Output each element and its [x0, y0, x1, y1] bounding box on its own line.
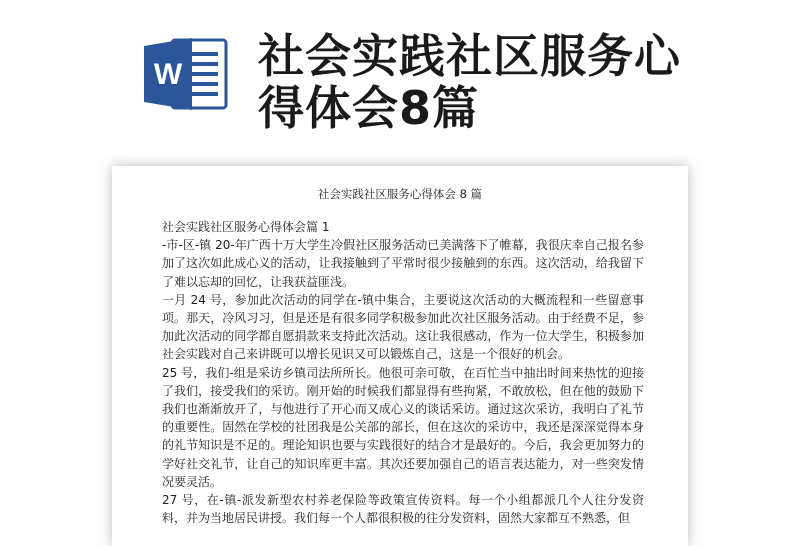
document-paragraph: 25 号，我们-组是采访乡镇司法所所长。他很可亲可敬，在百忙当中抽出时间来热忱的迎接了我们，接受我们的采访。刚开始的时候我们都显得有些拘紧，不敢放松，但在他的鼓励下我们也渐渐放开了，与他进行了开心而又成心义的谈话采访。通过这次采访，我明白了礼节的重要性。固然在学校的社团我是公关部的部长，但在这次的采访中，我还是深深觉得本身的礼节知识是不足的。理论知识也要与实践很好的结合才是最好的。今后，我会更加努力的学好社交礼节，让自己的知识库更丰富。其次还要加强自己的语言表达能力，对一些突发情况要灵活。	[162, 365, 644, 489]
document-paragraph: 一月 24 号，参加此次活动的同学在-镇中集合，主要说这次活动的大概流程和一些留意事项。那天，冷风习习，但是还是有很多同学积极参加此次社区服务活动。由于经费不足，参加此次活动的同学都自愿捐款来支持此次活动。这让我很感动，作为一位大学生，积极参加社会实践对自己来讲既可以增长见识又可以锻炼自己，这是一个很好的机会。	[162, 292, 644, 362]
document-body	[162, 218, 644, 527]
svg-text:W: W	[153, 58, 183, 91]
word-document-icon	[142, 34, 230, 114]
document-page	[112, 166, 688, 546]
document-heading: 社会实践社区服务心得体会 8 篇	[317, 187, 483, 201]
page-title	[258, 30, 698, 134]
page-header	[0, 0, 800, 160]
document-paragraph: 社会实践社区服务心得体会篇 1	[162, 220, 330, 234]
document-paragraph: -市-区-镇 20-年广西十万大学生冷假社区服务活动已美满落下了帷幕，我很庆幸自己报名参加了这次如此成心义的活动，让我接触到了平常时很少接触到的东西。这次活动，给我留下了难以忘却的回忆，让我获益匪浅。	[162, 238, 644, 289]
document-paragraph: 27 号，在-镇-派发新型农村养老保险等政策宣传资料。每一个小组都派几个人往分发资料，并为当地居民讲授。我们每一个人都很积极的往分发资料，固然大家都互不熟悉，但	[162, 493, 644, 526]
page-title-line-2: 得体会8篇	[258, 81, 480, 135]
page-title-line-1: 社会实践社区服务心	[258, 29, 681, 83]
